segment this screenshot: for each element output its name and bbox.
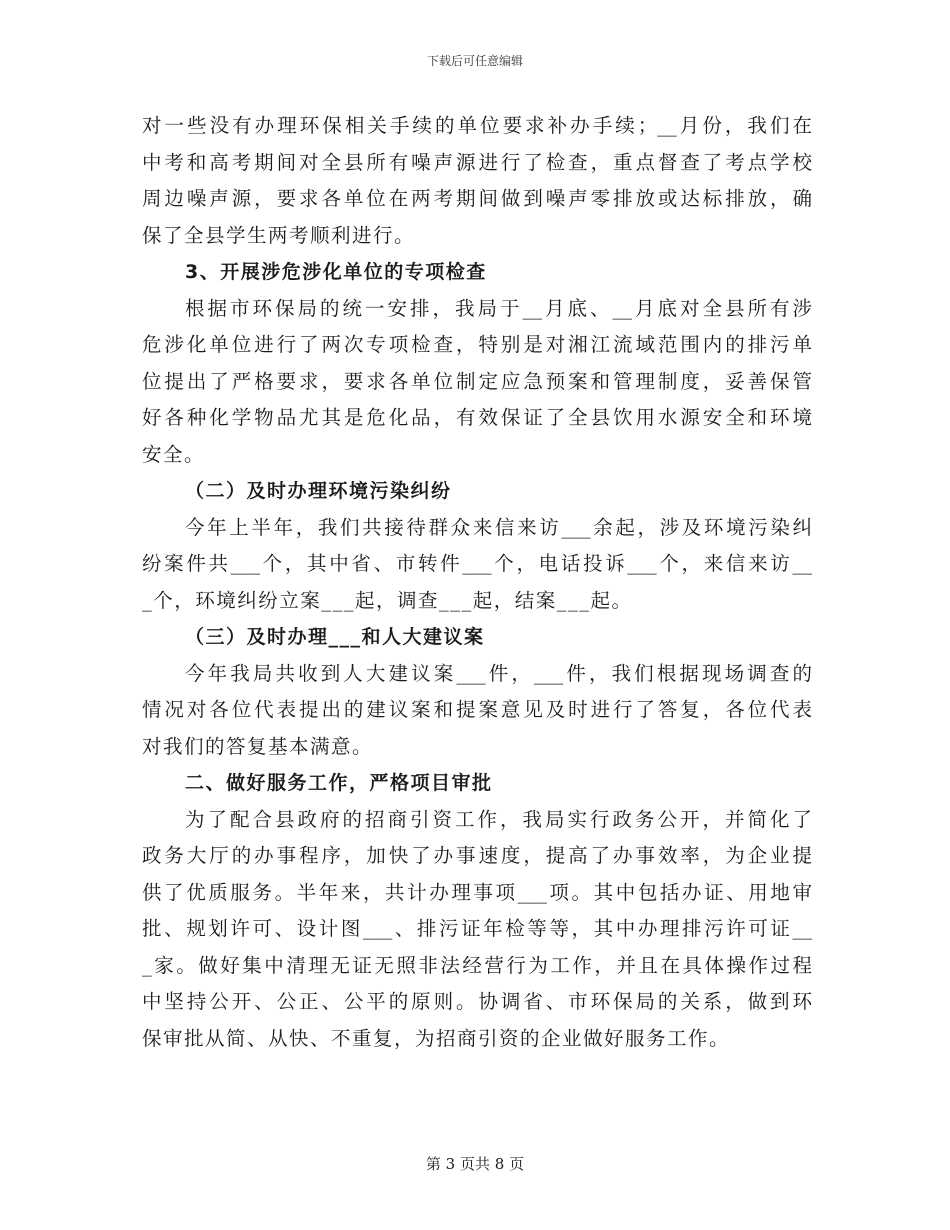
paragraph-line: 今年上半年，我们共接待群众来信来访___余起，涉及环境污染纠 [185, 515, 812, 539]
section-heading: 3、开展涉危涉化单位的专项检查 [185, 261, 487, 283]
paragraph-line: 对一些没有办理环保相关手续的单位要求补办手续；__月份，我们在 [142, 114, 812, 137]
paragraph-line: 今年我局共收到人大建议案___件，___件，我们根据现场调查的 [185, 661, 812, 685]
paragraph-line: 根据市环保局的统一安排，我局于__月底、__月底对全县所有涉 [185, 296, 812, 320]
paragraph-line: 保审批从简、从快、不重复，为招商引资的企业做好服务工作。 [142, 1026, 731, 1050]
paragraph-line: _个，环境纠纷立案___起，调查___起，结案___起。 [142, 588, 633, 612]
document-body [142, 108, 812, 1057]
page-footer: 第 3 页共 8 页 [425, 1155, 525, 1173]
paragraph-line: 位提出了严格要求，要求各单位制定应急预案和管理制度，妥善保管 [142, 369, 812, 393]
paragraph-line: 周边噪声源，要求各单位在两考期间做到噪声零排放或达标排放，确 [142, 187, 812, 210]
section-heading: 二、做好服务工作，严格项目审批 [185, 772, 493, 794]
paragraph-line: 供了优质服务。半年来，共计办理事项___项。其中包括办证、用地审 [142, 880, 812, 904]
paragraph-line: 为了配合县政府的招商引资工作，我局实行政务公开，并简化了 [185, 807, 812, 831]
section-heading: （三）及时办理___和人大建议案 [185, 626, 485, 648]
paragraph-line: 政务大厅的办事程序，加快了办事速度，提高了办事效率，为企业提 [142, 844, 812, 867]
paragraph-line: 好各种化学物品尤其是危化品，有效保证了全县饮用水源安全和环境 [142, 406, 812, 429]
paragraph-line: 纷案件共___个，其中省、市转件___个，电话投诉___个，来信来访__ [142, 552, 812, 575]
paragraph-line: _家。做好集中清理无证无照非法经营行为工作，并且在具体操作过程 [142, 953, 812, 977]
paragraph-line: 对我们的答复基本满意。 [142, 734, 374, 758]
paragraph-line: 批、规划许可、设计图___、排污证年检等等，其中办理排污许可证__ [142, 917, 812, 940]
paragraph-line: 危涉化单位进行了两次专项检查，特别是对湘江流域范围内的排污单 [142, 333, 812, 356]
paragraph-line: 中坚持公开、公正、公平的原则。协调省、市环保局的关系，做到环 [142, 990, 812, 1013]
section-heading: （二）及时办理环境污染纠纷 [185, 480, 452, 502]
paragraph-line: 保了全县学生两考顺利进行。 [142, 223, 416, 247]
page-header: 下载后可任意编辑 [426, 54, 523, 68]
paragraph-line: 中考和高考期间对全县所有噪声源进行了检查，重点督查了考点学校 [142, 150, 812, 174]
paragraph-line: 安全。 [142, 442, 206, 466]
paragraph-line: 情况对各位代表提出的建议案和提案意见及时进行了答复，各位代表 [142, 698, 812, 721]
